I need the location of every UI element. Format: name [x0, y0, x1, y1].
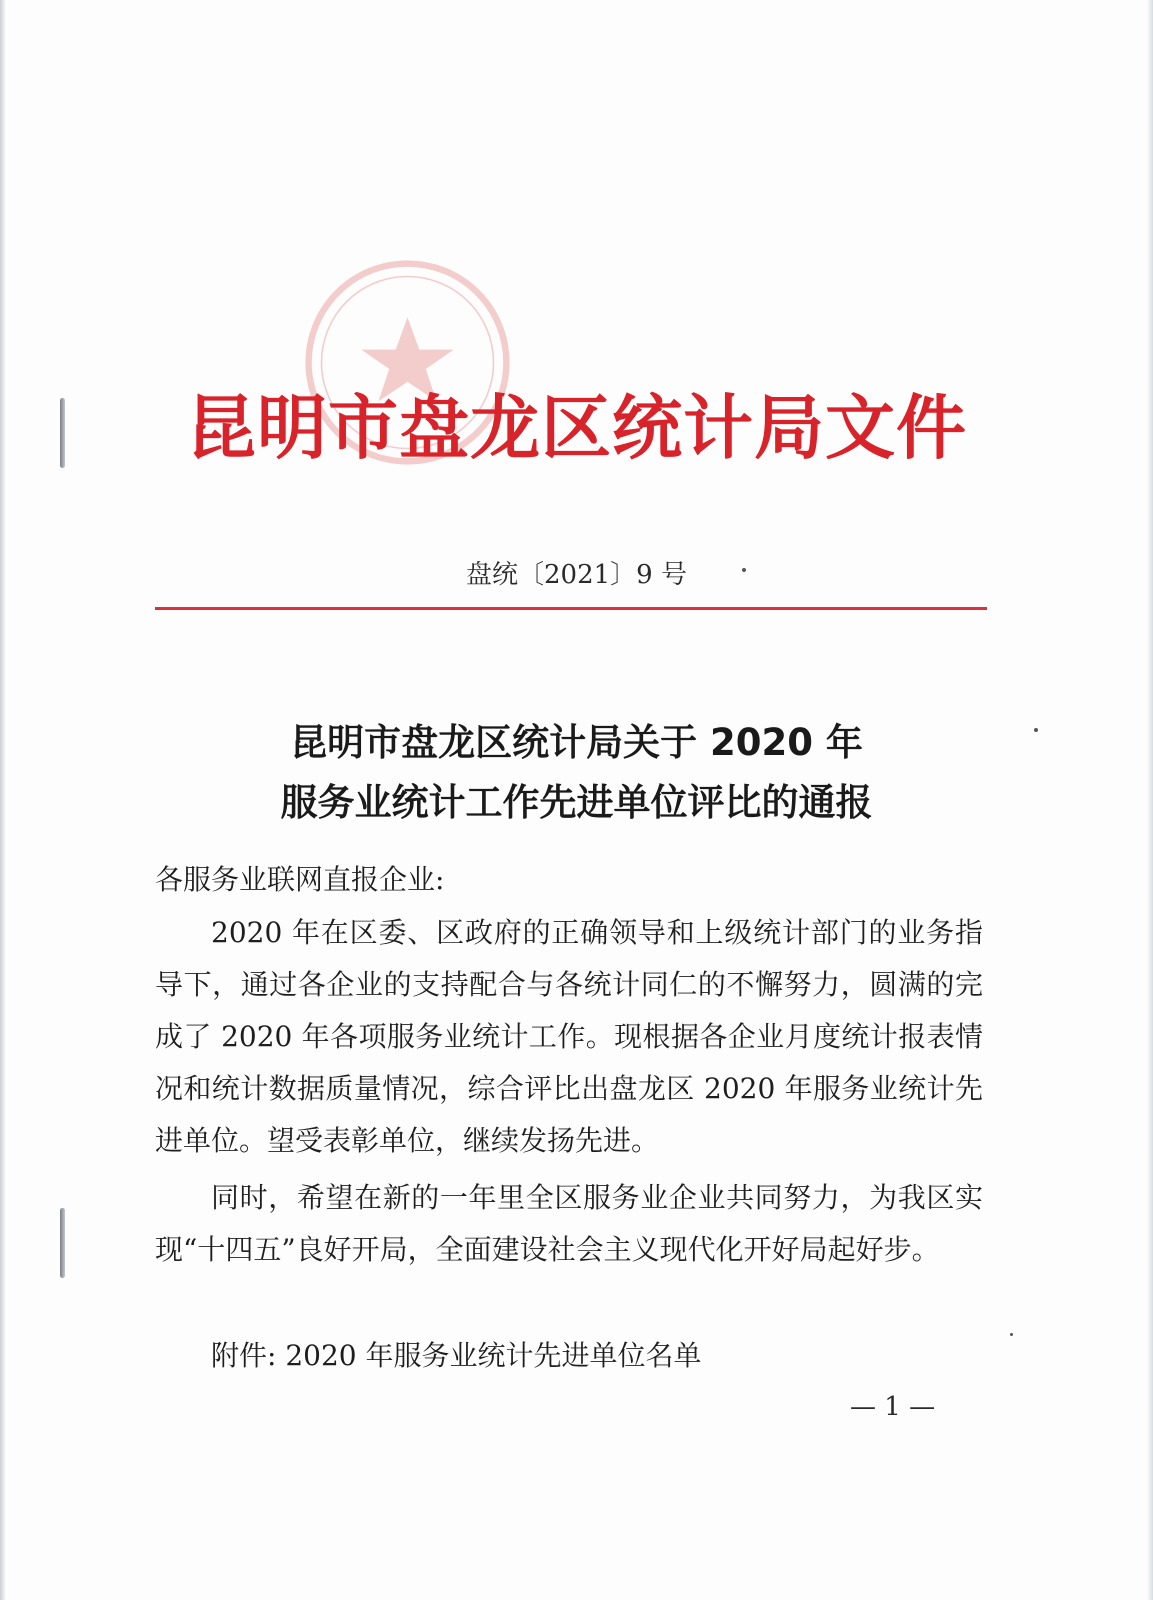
body-paragraph-2: 同时，希望在新的一年里全区服务业企业共同努力，为我区实现“十四五”良好开局，全面建设社会主义现代化开好局起好步。: [155, 1181, 983, 1266]
salutation: 各服务业联网直报企业:: [155, 863, 445, 896]
letterhead-title: 昆明市盘龙区统计局文件: [186, 387, 967, 469]
document-number: 盘统〔2021〕9 号: [466, 560, 687, 590]
binding-staple-mark-bottom: [60, 1208, 65, 1278]
scan-speck: [1034, 728, 1038, 732]
body-paragraph-1: 2020 年在区委、区政府的正确领导和上级统计部门的业务指导下，通过各企业的支持配合与各统计同仁的不懈努力，圆满的完成了 2020 年各项服务业统计工作。现根据各企业月度统计报表情况和统计数据质量情况，综合评比出盘龙区 2020 年服务业统计先进单位。望受表彰单位，继续发扬先进。: [155, 916, 983, 1157]
document-title-line-1: 昆明市盘龙区统计局关于 2020 年: [290, 721, 863, 764]
scan-speck: [742, 568, 746, 572]
scan-speck: [1010, 1333, 1013, 1336]
document-title-line-2: 服务业统计工作先进单位评比的通报: [280, 781, 873, 824]
letterhead-red-rule: [155, 607, 987, 610]
attachment-line: 附件: 2020 年服务业统计先进单位名单: [211, 1339, 702, 1372]
page-number: — 1 —: [850, 1392, 936, 1422]
